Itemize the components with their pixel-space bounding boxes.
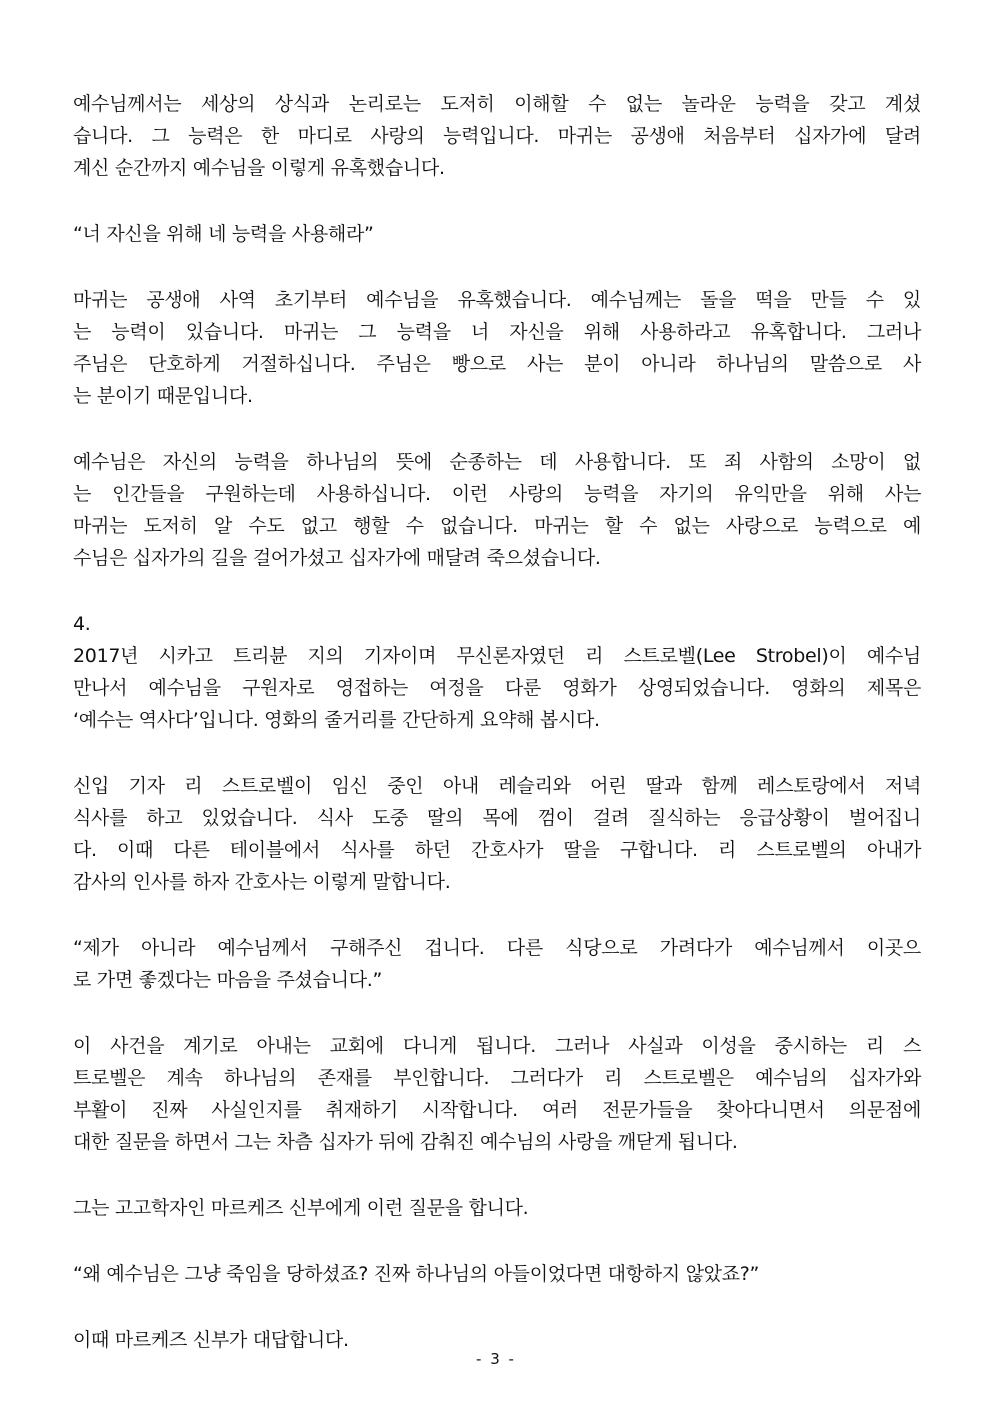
- text-line: 로 가면 좋겠다는 마음을 주셨습니다.”: [73, 969, 383, 991]
- text-line: “제가 아니라 예수님께서 구해주신 겁니다. 다른 식당으로 가려다가 예수님께서 이곳으: [73, 937, 921, 959]
- page-number: - 3 -: [476, 1350, 516, 1368]
- text-line: 이 사건을 계기로 아내는 교회에 다니게 됩니다. 그러나 사실과 이성을 중시하는 리 스: [73, 1035, 921, 1057]
- text-line: 이때 마르케즈 신부가 대답합니다.: [73, 1329, 349, 1351]
- text-line: 다. 이때 다른 테이블에서 식사를 하던 간호사가 딸을 구합니다. 리 스트로벨의 아내가: [73, 839, 921, 861]
- quote-paragraph: [73, 218, 921, 250]
- text-line: 습니다. 그 능력은 한 마디로 사랑의 능력입니다. 마귀는 공생애 처음부터 십자가에 달려: [73, 125, 921, 147]
- text-line: 예수님께서는 세상의 상식과 논리로는 도저히 이해할 수 없는 놀라운 능력을 갖고 계셨: [73, 93, 921, 115]
- text-line: 는 능력이 있습니다. 마귀는 그 능력을 너 자신을 위해 사용하라고 유혹합니다. 그러나: [73, 321, 921, 343]
- text-line: 부활이 진짜 사실인지를 취재하기 시작합니다. 여러 전문가들을 찾아다니면서 의문점에: [73, 1099, 921, 1121]
- text-line: 수님은 십자가의 길을 걸어가셨고 십자가에 매달려 죽으셨습니다.: [73, 547, 601, 569]
- paragraph: [73, 88, 921, 184]
- text-line: 만나서 예수님을 구원자로 영접하는 여정을 다룬 영화가 상영되었습니다. 영화의 제목은: [73, 677, 921, 699]
- text-line: 주님은 단호하게 거절하십니다. 주님은 빵으로 사는 분이 아니라 하나님의 말씀으로 사: [73, 353, 921, 375]
- paragraph: [73, 770, 921, 898]
- text-line: 계신 순간까지 예수님을 이렇게 유혹했습니다.: [73, 157, 445, 179]
- text-line: 트로벨은 계속 하나님의 존재를 부인합니다. 그러다가 리 스트로벨은 예수님의 십자가와: [73, 1067, 921, 1089]
- text-line: 대한 질문을 하면서 그는 차츰 십자가 뒤에 감춰진 예수님의 사랑을 깨닫게 됩니다.: [73, 1131, 738, 1153]
- text-line: 그는 고고학자인 마르케즈 신부에게 이런 질문을 합니다.: [73, 1197, 529, 1219]
- text-line: 예수님은 자신의 능력을 하나님의 뜻에 순종하는 데 사용합니다. 또 죄 사함의 소망이 없: [73, 451, 921, 473]
- text-line: 마귀는 도저히 알 수도 없고 행할 수 없습니다. 마귀는 할 수 없는 사랑으로 능력으로 예: [73, 515, 921, 537]
- text-line: ‘예수는 역사다’입니다. 영화의 줄거리를 간단하게 요약해 봅시다.: [73, 709, 600, 731]
- section-number: 4.: [73, 613, 91, 635]
- text-line: 감사의 인사를 하자 간호사는 이렇게 말합니다.: [73, 871, 451, 893]
- text-line: 는 인간들을 구원하는데 사용하십니다. 이런 사랑의 능력을 자기의 유익만을 위해 사는: [73, 483, 921, 505]
- text-line: 마귀는 공생애 사역 초기부터 예수님을 유혹했습니다. 예수님께는 돌을 떡을 만들 수 있: [73, 289, 921, 311]
- text-line: 식사를 하고 있었습니다. 식사 도중 딸의 목에 껌이 걸려 질식하는 응급상황이 벌어집니: [73, 807, 921, 829]
- quote-paragraph: [73, 1258, 921, 1290]
- document-body: [73, 88, 921, 1356]
- paragraph: [73, 1030, 921, 1158]
- text-line: “왜 예수님은 그냥 죽임을 당하셨죠? 진짜 하나님의 아들이었다면 대항하지 않았죠?”: [73, 1263, 760, 1285]
- text-line: “너 자신을 위해 네 능력을 사용해라”: [73, 223, 374, 245]
- section-paragraph: [73, 608, 921, 736]
- text-line: 2017년 시카고 트리뷴 지의 기자이며 무신론자였던 리 스트로벨(Lee Strobel)이 예수님: [73, 645, 921, 667]
- quote-paragraph: [73, 932, 921, 996]
- text-line: 는 분이기 때문입니다.: [73, 385, 253, 407]
- paragraph: [73, 284, 921, 412]
- paragraph: [73, 446, 921, 574]
- paragraph: [73, 1192, 921, 1224]
- text-line: 신입 기자 리 스트로벨이 임신 중인 아내 레슬리와 어린 딸과 함께 레스토랑에서 저녁: [73, 775, 921, 797]
